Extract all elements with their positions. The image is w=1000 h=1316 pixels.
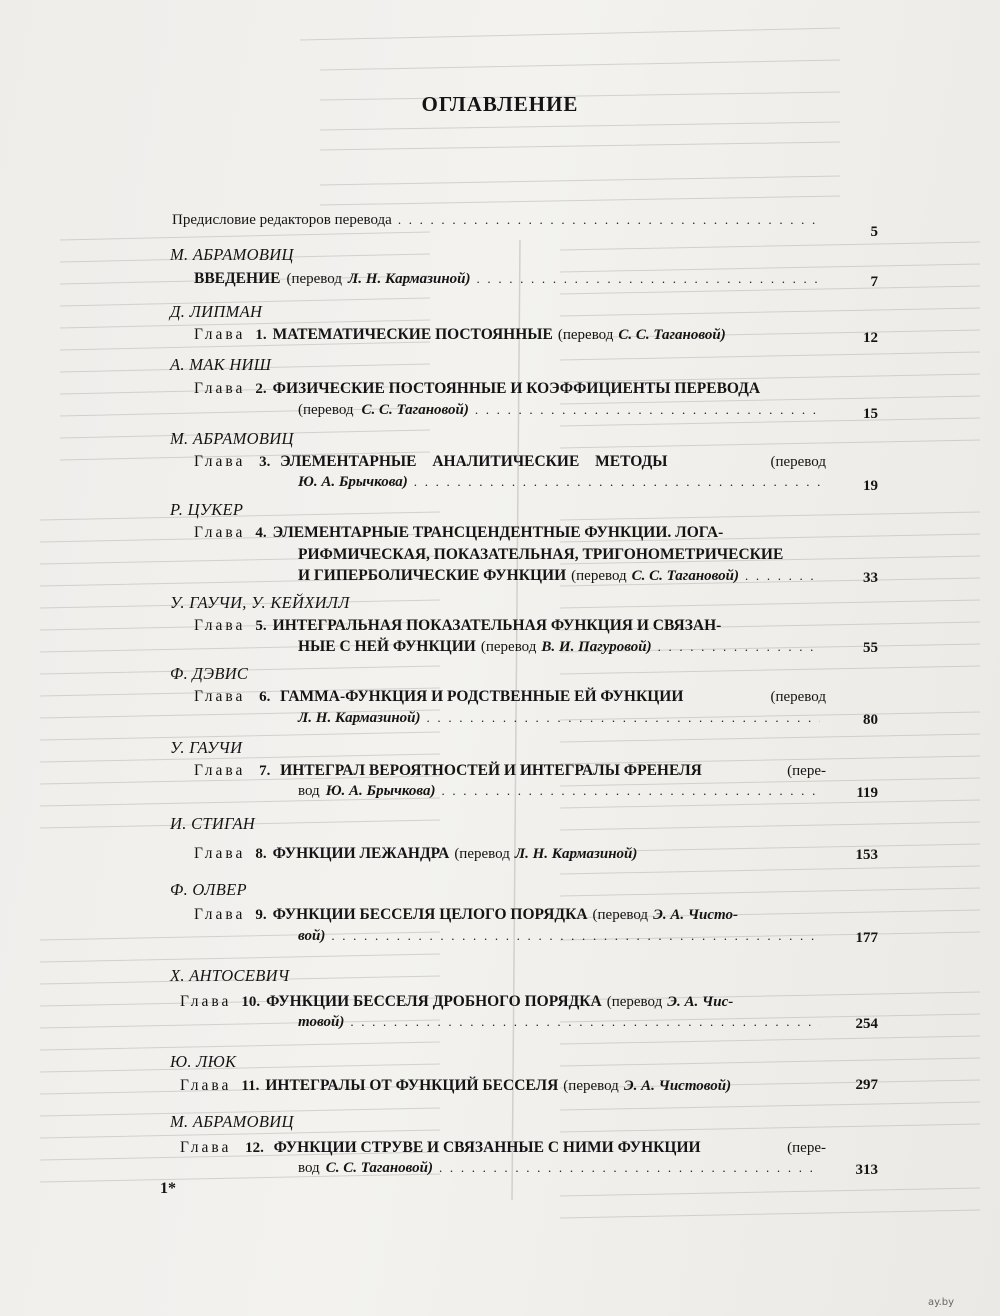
toc-row-chapter-9	[194, 906, 826, 924]
translator-prefix: (перевод	[571, 568, 627, 584]
page-number: 297	[855, 1077, 878, 1093]
chapter-number: 5.	[255, 618, 267, 634]
chapter-word: Глава	[180, 993, 232, 1010]
entry-author: У. ГАУЧИ	[170, 738, 243, 757]
toc-row-chapter-6	[194, 688, 826, 706]
translator-prefix: (перевод	[454, 846, 510, 862]
entry-author: М. АБРАМОВИЦ	[170, 1112, 294, 1131]
translator-name: С. С. Тагановой)	[631, 568, 740, 584]
toc-row-chapter-10-cont	[298, 1014, 826, 1031]
signature-mark: 1*	[160, 1180, 176, 1197]
translator-prefix: вод	[298, 783, 320, 799]
translator-name: С. С. Тагановой)	[325, 1160, 434, 1176]
chapter-title-cont: И ГИПЕРБОЛИЧЕСКИЕ ФУНКЦИИ	[298, 567, 567, 584]
chapter-number: 7.	[259, 763, 271, 779]
chapter-number: 3.	[259, 454, 271, 470]
page-number: 33	[863, 570, 878, 586]
chapter-number: 9.	[255, 907, 267, 923]
page-number: 313	[855, 1162, 878, 1178]
chapter-title: ФИЗИЧЕСКИЕ ПОСТОЯННЫЕ И КОЭФФИЦИЕНТЫ ПЕРЕВОДА	[272, 380, 761, 397]
translator-prefix: (перевод	[480, 639, 537, 655]
chapter-title: ФУНКЦИИ ЛЕЖАНДРА	[272, 845, 450, 862]
chapter-number: 1.	[255, 327, 267, 343]
watermark: ay.by	[928, 1297, 955, 1308]
toc-row-chapter-1	[194, 326, 826, 344]
toc-row-chapter-12	[180, 1139, 826, 1157]
chapter-word: Глава	[194, 524, 246, 541]
page-number: 119	[856, 785, 878, 801]
chapter-number: 11.	[241, 1078, 260, 1094]
translator-prefix: (перевод	[770, 689, 826, 705]
chapter-title: ФУНКЦИИ БЕССЕЛЯ ДРОБНОГО ПОРЯДКА	[266, 993, 602, 1010]
chapter-title: ФУНКЦИИ БЕССЕЛЯ ЦЕЛОГО ПОРЯДКА	[272, 906, 588, 923]
translator-name-cont: вой)	[298, 928, 326, 944]
page-number: 19	[863, 478, 878, 494]
chapter-word: Глава	[194, 380, 246, 397]
chapter-title-cont: РИФМИЧЕСКАЯ, ПОКАЗАТЕЛЬНАЯ, ТРИГОНОМЕТРИЧЕСКИЕ	[298, 546, 784, 563]
chapter-title: ЭЛЕМЕНТАРНЫЕ АНАЛИТИЧЕСКИЕ МЕТОДЫ	[280, 453, 668, 470]
entry-author: И. СТИГАН	[170, 814, 256, 833]
chapter-title: ИНТЕГРАЛЬНАЯ ПОКАЗАТЕЛЬНАЯ ФУНКЦИЯ И СВЯЗАН-	[272, 617, 722, 634]
page-number: 15	[863, 406, 878, 422]
chapter-title: ИНТЕГРАЛ ВЕРОЯТНОСТЕЙ И ИНТЕГРАЛЫ ФРЕНЕЛЯ	[280, 762, 702, 779]
translator-name: Л. Н. Кармазиной)	[348, 271, 471, 287]
page-title: ОГЛАВЛЕНИЕ	[421, 92, 579, 116]
entry-author: М. АБРАМОВИЦ	[170, 429, 294, 448]
page-number: 7	[870, 274, 878, 290]
toc-row-chapter-7-cont	[298, 783, 826, 800]
translator-prefix: (перевод	[563, 1078, 619, 1094]
toc-row-chapter-5-cont	[298, 638, 826, 656]
toc-row-chapter-6-cont	[298, 710, 826, 727]
translator-prefix: (перевод	[606, 994, 663, 1010]
toc-row-chapter-4	[194, 524, 826, 542]
chapter-number: 4.	[255, 525, 267, 541]
page-number: 55	[863, 640, 878, 656]
chapter-number: 2.	[255, 381, 267, 397]
translator-name: В. И. Пагуровой)	[541, 639, 652, 655]
entry-author: Х. АНТОСЕВИЧ	[170, 966, 290, 985]
entry-author: Ф. ОЛВЕР	[170, 880, 247, 899]
chapter-number: 12.	[245, 1140, 264, 1156]
chapter-word: Глава	[194, 326, 246, 343]
entry-author: Д. ЛИПМАН	[170, 302, 263, 321]
chapter-number: 8.	[255, 846, 267, 862]
toc-row-chapter-5	[194, 617, 826, 635]
dot-leader	[398, 212, 816, 228]
translator-prefix: (перевод	[770, 454, 826, 470]
toc-row-chapter-4-cont	[298, 546, 826, 564]
toc-row-chapter-3	[194, 453, 826, 471]
translator-name: Ю. А. Брычкова)	[298, 474, 408, 490]
page-number: 177	[855, 930, 878, 946]
dot-leader	[331, 928, 820, 944]
chapter-title: ГАММА-ФУНКЦИЯ И РОДСТВЕННЫЕ ЕЙ ФУНКЦИИ	[280, 688, 684, 705]
dot-leader	[475, 402, 820, 418]
entry-author: М. АБРАМОВИЦ	[170, 245, 294, 264]
toc-row-chapter-9-cont	[298, 928, 826, 945]
translator-name: Л. Н. Кармазиной)	[514, 846, 638, 862]
translator-prefix: (пере-	[787, 1140, 826, 1156]
translator-name: С. С. Тагановой)	[618, 327, 726, 343]
chapter-title: ВВЕДЕНИЕ	[194, 270, 281, 287]
dot-leader	[350, 1014, 820, 1030]
chapter-word: Глава	[194, 906, 246, 923]
toc-row-chapter-8	[194, 845, 826, 863]
dot-leader	[441, 783, 820, 799]
dot-leader	[414, 474, 820, 490]
translator-name-cont: товой)	[298, 1014, 345, 1030]
translator-name: Л. Н. Кармазиной)	[298, 710, 421, 726]
entry-author: Ю. ЛЮК	[170, 1052, 237, 1071]
toc-row-chapter-10	[180, 993, 826, 1011]
toc-row-chapter-2	[194, 380, 826, 398]
toc-row-chapter-12-cont	[298, 1160, 826, 1177]
dot-leader	[658, 639, 820, 655]
chapter-title-cont: НЫЕ С НЕЙ ФУНКЦИИ	[298, 638, 476, 655]
translator-name: Э. А. Чисто-	[653, 907, 739, 923]
chapter-title: МАТЕМАТИЧЕСКИЕ ПОСТОЯННЫЕ	[272, 326, 553, 343]
translator-name: Ю. А. Брычкова)	[325, 783, 436, 799]
chapter-number: 6.	[259, 689, 271, 705]
chapter-number: 10.	[241, 994, 261, 1010]
translator-prefix: (пере-	[787, 763, 826, 779]
chapter-word: Глава	[194, 845, 246, 862]
toc-row-introduction	[194, 270, 826, 288]
entry-author: А. МАК НИШ	[170, 355, 272, 374]
toc-row-chapter-11	[180, 1077, 826, 1095]
chapter-word: Глава	[194, 617, 246, 634]
translator-prefix: (перевод	[592, 907, 649, 923]
entry-author: Ф. ДЭВИС	[170, 664, 249, 683]
page-number: 5	[870, 224, 878, 240]
page-number: 80	[863, 712, 878, 728]
toc-row-chapter-7	[194, 762, 826, 780]
toc-row-chapter-3-cont	[298, 474, 826, 491]
translator-name: Э. А. Чис-	[667, 994, 734, 1010]
dot-leader	[439, 1160, 820, 1176]
chapter-title: ЭЛЕМЕНТАРНЫЕ ТРАНСЦЕНДЕНТНЫЕ ФУНКЦИИ. ЛОГА-	[272, 524, 724, 541]
translator-prefix: (перевод	[286, 271, 342, 287]
entry-author: Р. ЦУКЕР	[170, 500, 244, 519]
chapter-title: ИНТЕГРАЛЫ ОТ ФУНКЦИЙ БЕССЕЛЯ	[265, 1077, 559, 1094]
chapter-word: Глава	[180, 1139, 232, 1156]
dot-leader	[745, 568, 820, 584]
chapter-title: ФУНКЦИИ СТРУВЕ И СВЯЗАННЫЕ С НИМИ ФУНКЦИИ	[273, 1139, 701, 1156]
chapter-word: Глава	[180, 1077, 232, 1094]
toc-row-chapter-4-cont2	[298, 567, 826, 585]
translator-name: С. С. Тагановой)	[361, 402, 469, 418]
page-number: 254	[855, 1016, 878, 1032]
toc-row-preface	[172, 212, 822, 229]
chapter-word: Глава	[194, 453, 246, 470]
toc-row-chapter-2-cont	[298, 402, 826, 419]
page-number: 12	[863, 330, 878, 346]
chapter-word: Глава	[194, 688, 246, 705]
chapter-word: Глава	[194, 762, 246, 779]
dot-leader	[477, 271, 820, 287]
page-number: 153	[855, 847, 878, 863]
dot-leader	[427, 710, 820, 726]
entry-author: У. ГАУЧИ, У. КЕЙХИЛЛ	[170, 593, 350, 612]
translator-name: Э. А. Чистовой)	[623, 1078, 732, 1094]
translator-prefix: (перевод	[298, 402, 354, 418]
preface-label: Предисловие редакторов перевода	[172, 212, 392, 228]
translator-prefix: вод	[298, 1160, 320, 1176]
translator-prefix: (перевод	[557, 327, 614, 343]
